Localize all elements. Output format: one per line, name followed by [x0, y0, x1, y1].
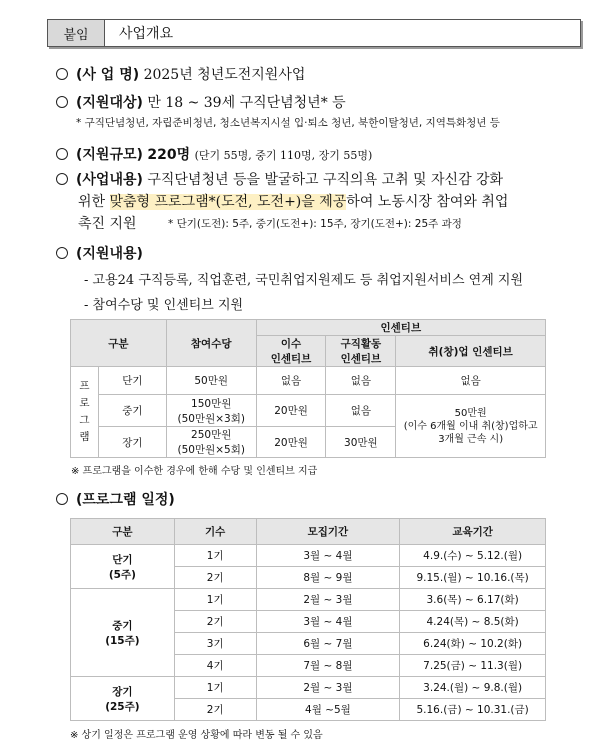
section-target: (지원대상) 만 18 ~ 39세 구직단념청년* 등 — [56, 92, 346, 112]
section-scale: (지원규모) 220명 (단기 55명, 중기 110명, 장기 55명) — [56, 144, 372, 164]
table-row: 장기 (25주) 1기 2월 ~ 3월 3.24.(월) ~ 9.8.(월) — [71, 677, 546, 699]
table-row: 중기 (15주) 1기 2월 ~ 3월 3.6(목) ~ 6.17(화) — [71, 589, 546, 611]
table-row: 장기 250만원 (50만원×5회) 20만원 30만원 — [71, 427, 546, 458]
schedule-note: ※ 상기 일정은 프로그램 운영 상황에 따라 변동 될 수 있음 — [70, 730, 323, 741]
circle-bullet-icon — [56, 148, 68, 160]
table-row: 4기 7월 ~ 8월 7.25(금) ~ 11.3(월) — [71, 655, 546, 677]
table-row: 3기 6월 ~ 7월 6.24(화) ~ 10.2(화) — [71, 633, 546, 655]
th-employ-incentive: 취(창)업 인센티브 — [396, 336, 546, 367]
circle-bullet-icon — [56, 493, 68, 505]
section-support: (지원내용) — [56, 243, 143, 263]
incentive-table — [70, 319, 546, 458]
section-project-name: (사 업 명) 2025년 청년도전지원사업 — [56, 64, 305, 84]
section-content-line3: 촉진 지원 — [78, 216, 137, 232]
table-row: 2기 3월 ~ 4월 4.24(목) ~ 8.5(화) — [71, 611, 546, 633]
circle-bullet-icon — [56, 68, 68, 80]
incentive-note: ※ 프로그램을 이수한 경우에 한해 수당 및 인센티브 지급 — [71, 466, 318, 477]
table-row: 단기 (5주) 1기 3월 ~ 4월 4.9.(수) ~ 5.12.(월) — [71, 545, 546, 567]
program-label: 프 로 그 램 — [71, 367, 99, 458]
table-row: 프 로 그 램 단기 50만원 없음 없음 없음 — [71, 367, 546, 395]
circle-bullet-icon — [56, 96, 68, 108]
section-content-line1: (사업내용) 구직단념청년 등을 발굴하고 구직의욕 고취 및 자신감 강화 — [56, 169, 503, 189]
th-category: 구분 — [71, 320, 167, 367]
th-complete-incentive: 이수 인센티브 — [256, 336, 326, 367]
highlighted-text: 맞춤형 프로그램*(도전, 도전+)을 제공 — [109, 194, 347, 210]
table-row: 2기 8월 ~ 9월 9.15.(월) ~ 10.16.(목) — [71, 567, 546, 589]
content-note: * 단기(도전): 5주, 중기(도전+): 15주, 장기(도전+): 25주 과정 — [168, 218, 462, 230]
table-row: 중기 150만원 (50만원×3회) 20만원 없음 50만원 (이수 6개월 이내 취(창)업하고 3개월 근속 시) — [71, 395, 546, 427]
th-jobsearch-incentive: 구직활동 인센티브 — [326, 336, 396, 367]
schedule-table: 구분 기수 모집기간 교육기간 단기 (5주) 1기 3월 ~ 4월 4.9.(수) ~ 5.12.(월) 2기 8월 ~ 9월 9.15.(월) ~ 10.16.(목) 중기 (15주) 1기 2월 ~ 3월 3.6(목) ~ 6.17(화) 2기 3월 ~ 4월 4.24(목) ~ 8.5(화) 3기 6월 ~ 7월 6.24(화) ~ 10.2(화) 4기 7월 ~ 8월 7.25(금) ~ 11.3(월) 장기 (25주) 1기 2월 ~ 3월 3.24.(월) ~ 9.8.(월) 2기 4월 ~5월 5.16.(금) ~ 10.31.(금) — [70, 518, 546, 721]
th-incentive: 인센티브 — [256, 320, 545, 336]
table-row: 2기 4월 ~5월 5.16.(금) ~ 10.31.(금) — [71, 699, 546, 721]
circle-bullet-icon — [56, 247, 68, 259]
circle-bullet-icon — [56, 173, 68, 185]
section-content-line2: 위한 맞춤형 프로그램*(도전, 도전+)을 제공하여 노동시장 참여와 취업 — [78, 194, 509, 210]
employ-incentive-merged: 50만원 (이수 6개월 이내 취(창)업하고 3개월 근속 시) — [396, 395, 546, 458]
th-allowance: 참여수당 — [166, 320, 256, 367]
header-title: 사업개요 — [119, 26, 174, 42]
section-schedule: (프로그램 일정) — [56, 489, 175, 509]
support-item-1: - 고용24 구직등록, 직업훈련, 국민취업지원제도 등 취업지원서비스 연계 지원 — [84, 273, 523, 288]
attachment-tag: 붙임 — [48, 20, 105, 46]
support-item-2: - 참여수당 및 인센티브 지원 — [84, 298, 244, 313]
target-note: * 구직단념청년, 자립준비청년, 청소년복지시설 입·퇴소 청년, 북한이탈청년, 지역특화청년 등 — [76, 117, 500, 129]
header-box — [47, 19, 581, 47]
